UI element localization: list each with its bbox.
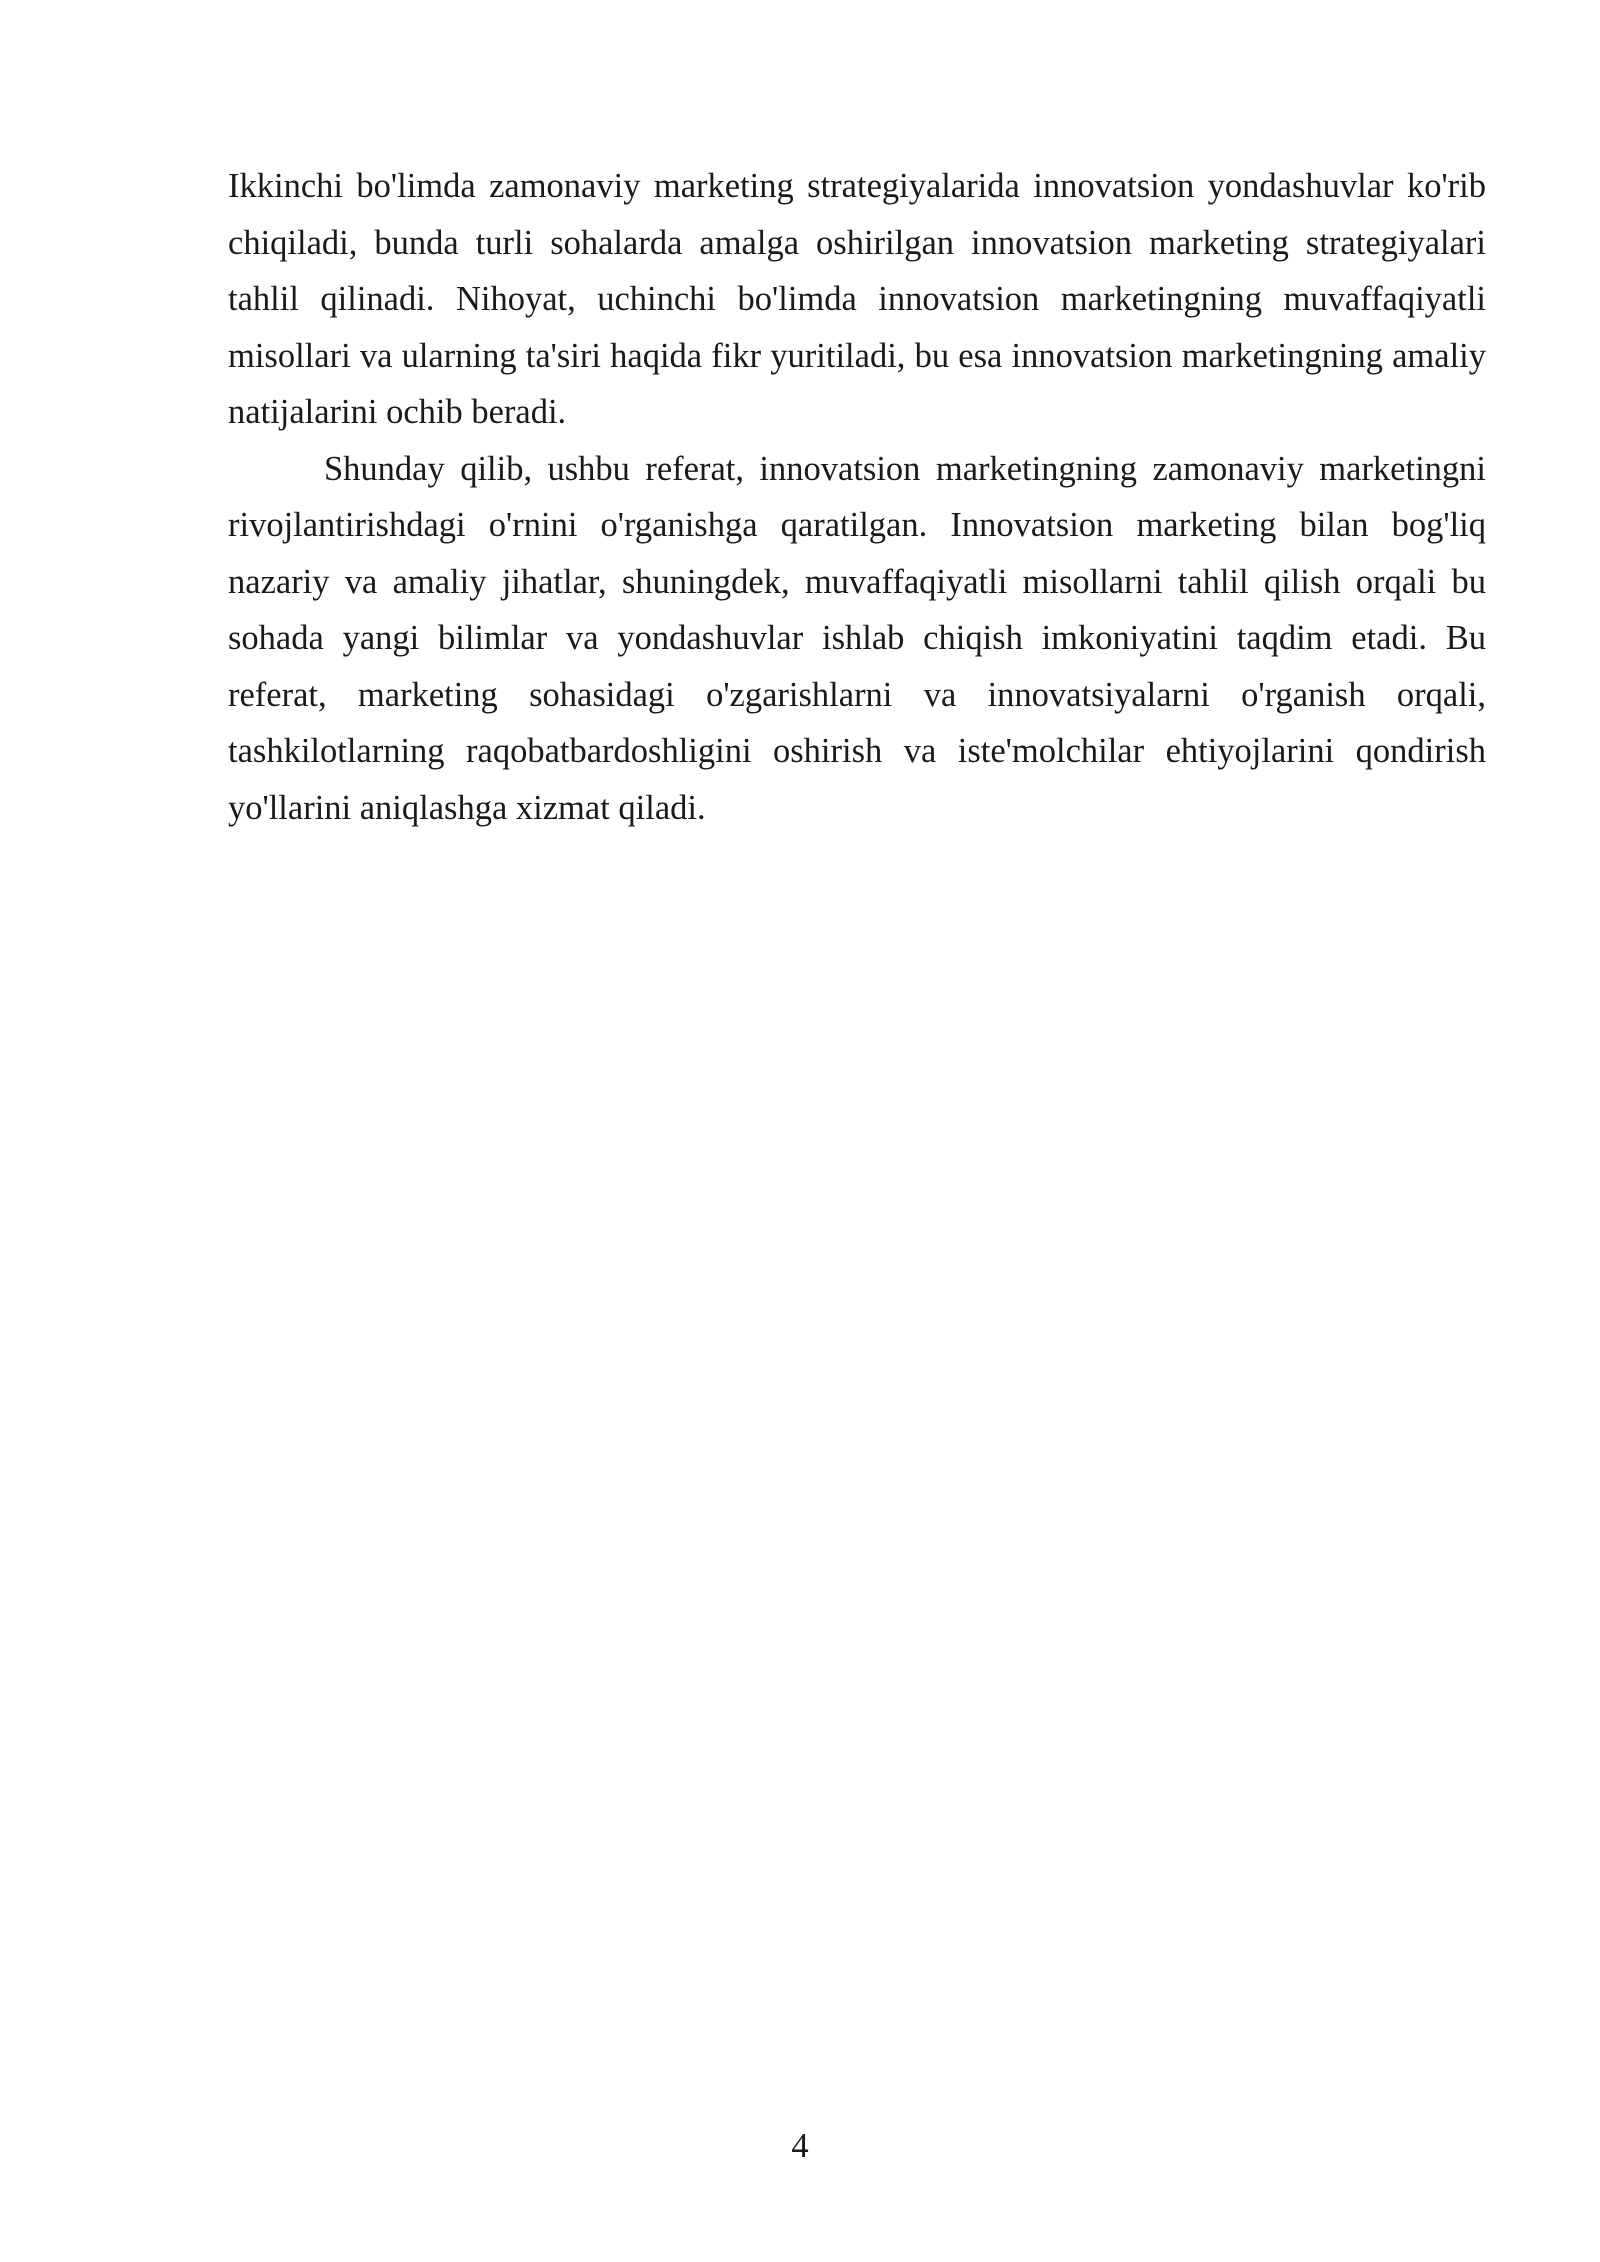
document-body (228, 158, 1486, 836)
paragraph-continuation: Ikkinchi bo'limda zamonaviy marketing strategiyalarida innovatsion yondashuvlar ko'rib chiqiladi, bunda turli sohalarda amalga oshirilgan innovatsion marketing strategiyalari tahlil qilinadi. Nihoyat, uchinchi bo'limda innovatsion marketingning muvaffaqiyatli misollari va ularning ta'siri haqida fikr yuritiladi, bu esa innovatsion marketingning amaliy natijalarini ochib beradi. (228, 167, 1486, 431)
paragraph-conclusion: Shunday qilib, ushbu referat, innovatsion marketingning zamonaviy marketingni rivojlantirishdagi o'rnini o'rganishga qaratilgan. Innovatsion marketing bilan bog'liq nazariy va amaliy jihatlar, shuningdek, muvaffaqiyatli misollarni tahlil qilish orqali bu sohada yangi bilimlar va yondashuvlar ishlab chiqish imkoniyatini taqdim etadi. Bu referat, marketing sohasidagi o'zgarishlarni va innovatsiyalarni o'rganish orqali, tashkilotlarning raqobatbardoshligini oshirish va iste'molchilar ehtiyojlarini qondirish yo'llarini aniqlashga xizmat qiladi. (228, 449, 1486, 827)
page-number: 4 (791, 2127, 809, 2165)
